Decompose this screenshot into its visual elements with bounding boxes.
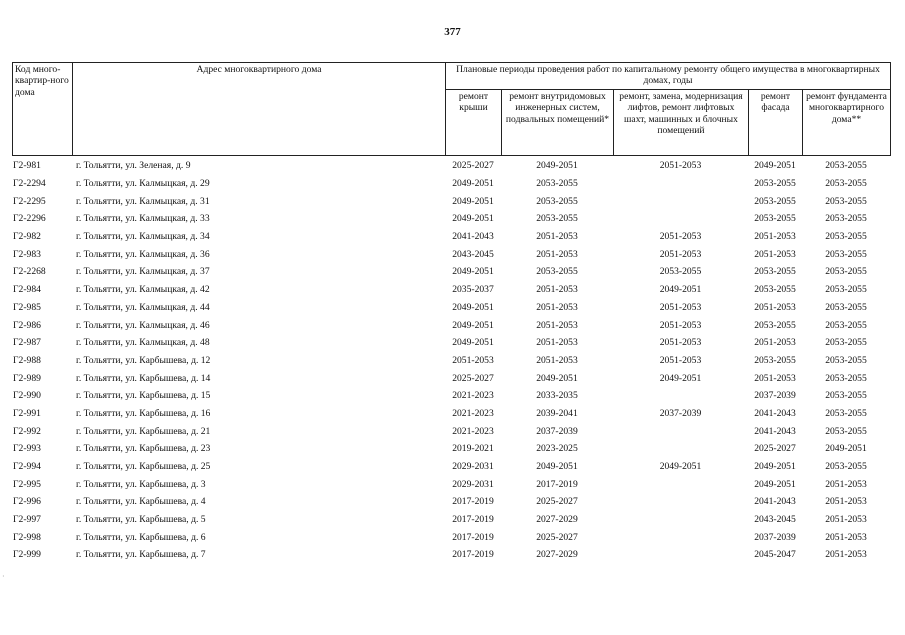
row-address: г. Тольятти, ул. Калмыцкая, д. 31 — [76, 195, 210, 207]
row-code: Г2-991 — [13, 407, 41, 419]
table-row — [12, 245, 890, 263]
table-row — [12, 405, 890, 423]
row-systems: 2049-2051 — [536, 372, 578, 384]
row-systems: 2051-2053 — [536, 301, 578, 313]
row-roof: 2049-2051 — [452, 337, 494, 349]
table-row — [12, 493, 890, 511]
row-facade: 2049-2051 — [754, 478, 796, 490]
row-systems: 2053-2055 — [536, 213, 578, 225]
row-roof: 2041-2043 — [452, 231, 494, 243]
row-systems: 2033-2035 — [536, 390, 578, 402]
row-code: Г2-997 — [13, 514, 41, 526]
row-facade: 2041-2043 — [754, 407, 796, 419]
row-foundation: 2053-2055 — [825, 372, 867, 384]
row-systems: 2027-2029 — [536, 514, 578, 526]
row-roof: 2049-2051 — [452, 178, 494, 190]
row-code: Г2-993 — [13, 443, 41, 455]
row-roof: 2021-2023 — [452, 390, 494, 402]
table-row — [12, 387, 890, 405]
table-row — [12, 458, 890, 476]
row-address: г. Тольятти, ул. Калмыцкая, д. 37 — [76, 266, 210, 278]
row-elevators — [613, 192, 748, 210]
row-foundation: 2053-2055 — [825, 160, 867, 172]
row-code: Г2-995 — [13, 478, 41, 490]
row-elevators: 2051-2053 — [659, 160, 702, 172]
row-facade: 2045-2047 — [754, 549, 796, 561]
header-code: Код много-квартир-ного дома — [13, 63, 73, 156]
row-code: Г2-2268 — [13, 266, 46, 278]
table-row — [12, 528, 890, 546]
row-foundation: 2051-2053 — [825, 514, 867, 526]
row-foundation: 2053-2055 — [825, 178, 867, 190]
row-foundation: 2053-2055 — [825, 407, 867, 419]
row-facade: 2049-2051 — [754, 461, 796, 473]
row-address: г. Тольятти, ул. Калмыцкая, д. 29 — [76, 178, 210, 190]
row-facade: 2041-2043 — [754, 425, 796, 437]
row-systems: 2039-2041 — [536, 407, 578, 419]
row-systems: 2051-2053 — [536, 354, 578, 366]
header-roof: ремонт крыши — [446, 90, 502, 156]
row-address: г. Тольятти, ул. Калмыцкая, д. 48 — [76, 337, 210, 349]
row-roof: 2017-2019 — [452, 496, 494, 508]
row-facade: 2053-2055 — [754, 319, 796, 331]
table-row — [12, 281, 890, 299]
row-elevators — [613, 493, 748, 511]
row-roof: 2017-2019 — [452, 549, 494, 561]
scan-mark: · — [2, 572, 5, 581]
row-address: г. Тольятти, ул. Карбышева, д. 14 — [76, 372, 211, 384]
row-address: г. Тольятти, ул. Карбышева, д. 21 — [76, 425, 211, 437]
table-row — [12, 511, 890, 529]
row-facade: 2025-2027 — [754, 443, 796, 455]
row-address: г. Тольятти, ул. Карбышева, д. 23 — [76, 443, 211, 455]
row-systems: 2017-2019 — [536, 478, 578, 490]
row-code: Г2-982 — [13, 231, 41, 243]
table-row — [12, 352, 890, 370]
row-elevators — [613, 546, 748, 564]
row-roof: 2049-2051 — [452, 301, 494, 313]
row-elevators: 2051-2053 — [659, 301, 702, 313]
row-elevators — [613, 475, 748, 493]
row-facade: 2053-2055 — [754, 284, 796, 296]
table-header — [12, 62, 891, 156]
row-elevators — [613, 175, 748, 193]
row-code: Г2-984 — [13, 284, 41, 296]
row-roof: 2051-2053 — [452, 354, 494, 366]
header-foundation: ремонт фундамента многоквартирного дома** — [803, 90, 891, 156]
row-code: Г2-2295 — [13, 195, 46, 207]
row-systems: 2025-2027 — [536, 531, 578, 543]
row-foundation: 2053-2055 — [825, 425, 867, 437]
row-elevators: 2053-2055 — [659, 266, 702, 278]
row-facade: 2051-2053 — [754, 301, 796, 313]
header-periods: Плановые периоды проведения работ по капитальному ремонту общего имущества в многоквартирных домах, годы — [446, 63, 891, 90]
table-row — [12, 316, 890, 334]
row-foundation: 2053-2055 — [825, 284, 867, 296]
header-elevators: ремонт, замена, модернизация лифтов, ремонт лифтовых шахт, машинных и блочных помещений — [614, 90, 749, 156]
row-address: г. Тольятти, ул. Карбышева, д. 5 — [76, 514, 206, 526]
row-elevators: 2051-2053 — [659, 354, 702, 366]
row-roof: 2017-2019 — [452, 531, 494, 543]
row-systems: 2027-2029 — [536, 549, 578, 561]
row-code: Г2-2294 — [13, 178, 46, 190]
row-elevators: 2051-2053 — [659, 248, 702, 260]
row-systems: 2053-2055 — [536, 178, 578, 190]
header-address: Адрес многоквартирного дома — [73, 63, 446, 156]
row-roof: 2017-2019 — [452, 514, 494, 526]
row-elevators: 2051-2053 — [659, 319, 702, 331]
row-roof: 2021-2023 — [452, 425, 494, 437]
table-row — [12, 210, 890, 228]
row-elevators: 2049-2051 — [659, 461, 702, 473]
table-row — [12, 440, 890, 458]
table-row — [12, 422, 890, 440]
row-code: Г2-994 — [13, 461, 41, 473]
row-roof: 2043-2045 — [452, 248, 494, 260]
row-elevators: 2037-2039 — [659, 407, 702, 419]
row-foundation: 2053-2055 — [825, 213, 867, 225]
row-systems: 2051-2053 — [536, 284, 578, 296]
row-systems: 2025-2027 — [536, 496, 578, 508]
row-foundation: 2051-2053 — [825, 496, 867, 508]
row-systems: 2051-2053 — [536, 231, 578, 243]
row-systems: 2051-2053 — [536, 319, 578, 331]
row-code: Г2-992 — [13, 425, 41, 437]
row-facade: 2037-2039 — [754, 390, 796, 402]
row-elevators — [613, 511, 748, 529]
row-foundation: 2053-2055 — [825, 266, 867, 278]
row-address: г. Тольятти, ул. Карбышева, д. 6 — [76, 531, 206, 543]
row-systems: 2049-2051 — [536, 160, 578, 172]
row-address: г. Тольятти, ул. Калмыцкая, д. 44 — [76, 301, 210, 313]
row-facade: 2053-2055 — [754, 266, 796, 278]
row-facade: 2053-2055 — [754, 195, 796, 207]
table-row — [12, 192, 890, 210]
row-facade: 2051-2053 — [754, 337, 796, 349]
row-roof: 2029-2031 — [452, 478, 494, 490]
row-roof: 2019-2021 — [452, 443, 494, 455]
row-address: г. Тольятти, ул. Карбышева, д. 3 — [76, 478, 206, 490]
row-systems: 2037-2039 — [536, 425, 578, 437]
table-row — [12, 369, 890, 387]
row-code: Г2-989 — [13, 372, 41, 384]
header-facade: ремонт фасада — [749, 90, 803, 156]
row-elevators — [613, 210, 748, 228]
table-row — [12, 157, 890, 175]
table-row — [12, 263, 890, 281]
row-code: Г2-996 — [13, 496, 41, 508]
row-code: Г2-983 — [13, 248, 41, 260]
row-foundation: 2051-2053 — [825, 549, 867, 561]
row-systems: 2053-2055 — [536, 195, 578, 207]
row-facade: 2049-2051 — [754, 160, 796, 172]
row-facade: 2053-2055 — [754, 354, 796, 366]
row-facade: 2043-2045 — [754, 514, 796, 526]
row-foundation: 2053-2055 — [825, 195, 867, 207]
row-address: г. Тольятти, ул. Калмыцкая, д. 46 — [76, 319, 210, 331]
data-table — [12, 157, 890, 564]
row-foundation: 2053-2055 — [825, 319, 867, 331]
row-address: г. Тольятти, ул. Калмыцкая, д. 33 — [76, 213, 210, 225]
row-facade: 2051-2053 — [754, 231, 796, 243]
row-code: Г2-988 — [13, 354, 41, 366]
row-address: г. Тольятти, ул. Карбышева, д. 25 — [76, 461, 211, 473]
row-elevators — [613, 422, 748, 440]
row-code: Г2-999 — [13, 549, 41, 561]
row-elevators: 2049-2051 — [659, 284, 702, 296]
row-address: г. Тольятти, ул. Карбышева, д. 7 — [76, 549, 206, 561]
row-elevators: 2051-2053 — [659, 337, 702, 349]
table-row — [12, 228, 890, 246]
row-facade: 2037-2039 — [754, 531, 796, 543]
row-address: г. Тольятти, ул. Карбышева, д. 15 — [76, 390, 211, 402]
row-facade: 2041-2043 — [754, 496, 796, 508]
table-row — [12, 546, 890, 564]
row-roof: 2049-2051 — [452, 213, 494, 225]
row-systems: 2051-2053 — [536, 337, 578, 349]
row-foundation: 2051-2053 — [825, 478, 867, 490]
row-foundation: 2051-2053 — [825, 531, 867, 543]
row-code: Г2-2296 — [13, 213, 46, 225]
row-code: Г2-985 — [13, 301, 41, 313]
row-facade: 2053-2055 — [754, 213, 796, 225]
row-foundation: 2053-2055 — [825, 231, 867, 243]
row-address: г. Тольятти, ул. Карбышева, д. 16 — [76, 407, 211, 419]
row-roof: 2035-2037 — [452, 284, 494, 296]
row-roof: 2049-2051 — [452, 195, 494, 207]
row-code: Г2-990 — [13, 390, 41, 402]
row-foundation: 2053-2055 — [825, 354, 867, 366]
table-row — [12, 175, 890, 193]
row-elevators — [613, 387, 748, 405]
table-row — [12, 475, 890, 493]
row-address: г. Тольятти, ул. Зеленая, д. 9 — [76, 160, 191, 172]
row-elevators — [613, 440, 748, 458]
row-facade: 2051-2053 — [754, 248, 796, 260]
header-systems: ремонт внутридомовых инженерных систем, подвальных помещений* — [502, 90, 614, 156]
row-address: г. Тольятти, ул. Карбышева, д. 12 — [76, 354, 211, 366]
row-foundation: 2053-2055 — [825, 337, 867, 349]
row-foundation: 2053-2055 — [825, 461, 867, 473]
row-foundation: 2053-2055 — [825, 248, 867, 260]
row-address: г. Тольятти, ул. Калмыцкая, д. 36 — [76, 248, 210, 260]
row-code: Г2-998 — [13, 531, 41, 543]
row-foundation: 2053-2055 — [825, 390, 867, 402]
row-roof: 2025-2027 — [452, 372, 494, 384]
row-systems: 2049-2051 — [536, 461, 578, 473]
row-roof: 2021-2023 — [452, 407, 494, 419]
row-roof: 2025-2027 — [452, 160, 494, 172]
row-elevators: 2051-2053 — [659, 231, 702, 243]
row-systems: 2053-2055 — [536, 266, 578, 278]
row-roof: 2029-2031 — [452, 461, 494, 473]
row-facade: 2051-2053 — [754, 372, 796, 384]
row-code: Г2-981 — [13, 160, 41, 172]
row-address: г. Тольятти, ул. Карбышева, д. 4 — [76, 496, 206, 508]
row-systems: 2051-2053 — [536, 248, 578, 260]
table-row — [12, 334, 890, 352]
row-elevators — [613, 528, 748, 546]
row-foundation: 2049-2051 — [825, 443, 867, 455]
row-systems: 2023-2025 — [536, 443, 578, 455]
table-row — [12, 299, 890, 317]
row-foundation: 2053-2055 — [825, 301, 867, 313]
row-roof: 2049-2051 — [452, 319, 494, 331]
page-number: 377 — [444, 26, 461, 38]
row-roof: 2049-2051 — [452, 266, 494, 278]
row-elevators: 2049-2051 — [659, 372, 702, 384]
row-facade: 2053-2055 — [754, 178, 796, 190]
row-code: Г2-987 — [13, 337, 41, 349]
row-address: г. Тольятти, ул. Калмыцкая, д. 34 — [76, 231, 210, 243]
row-code: Г2-986 — [13, 319, 41, 331]
row-address: г. Тольятти, ул. Калмыцкая, д. 42 — [76, 284, 210, 296]
